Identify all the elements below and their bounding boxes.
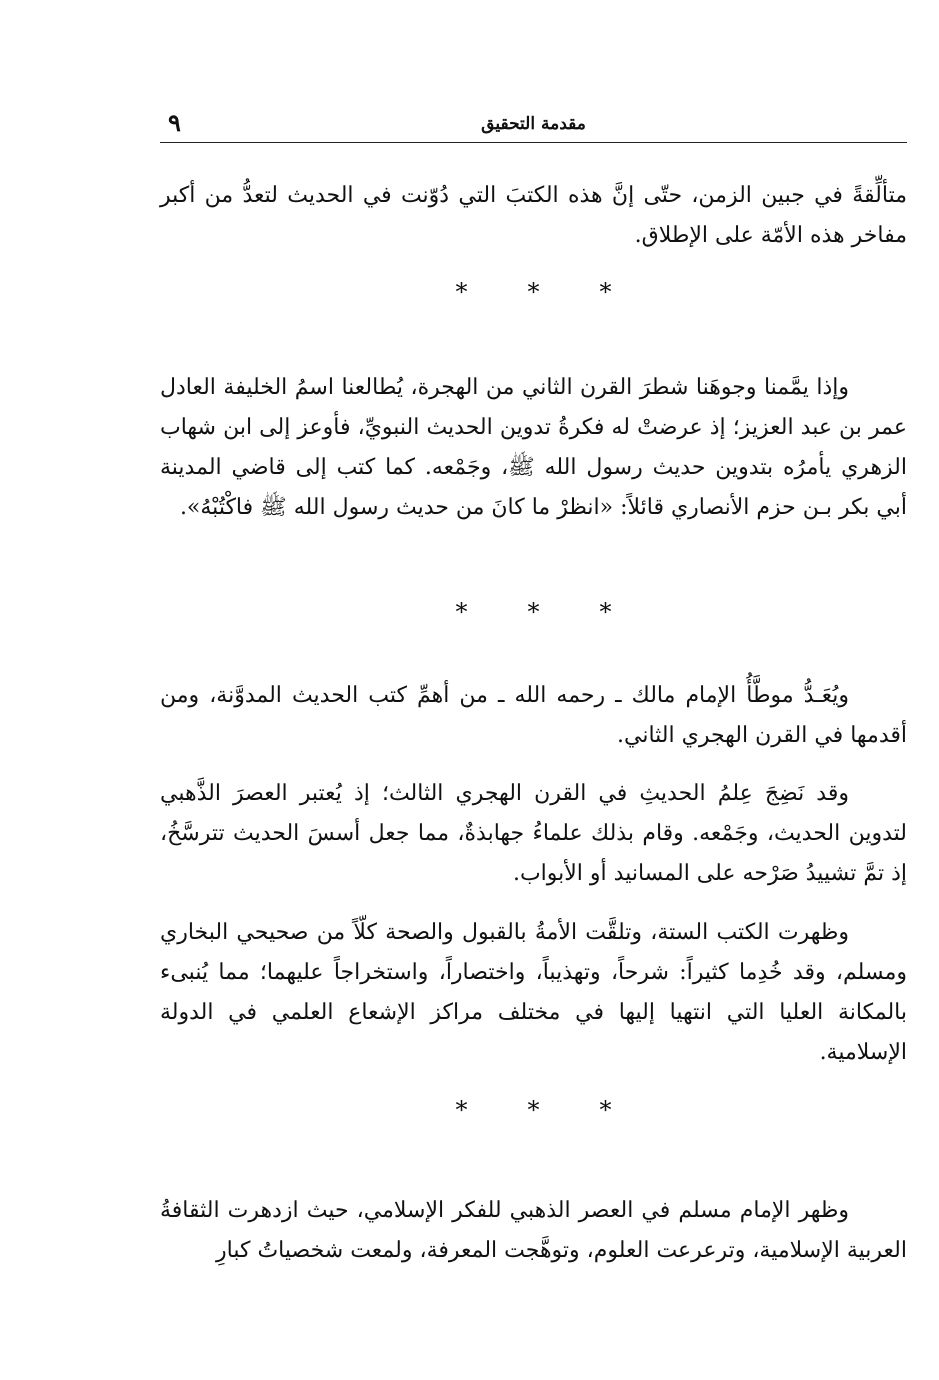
running-title: مقدمة التحقيق (481, 114, 586, 134)
paragraph-text: متألِّقةً في جبين الزمن، حتّى إنَّ هذه الكتبَ التي دُوّنت في الحديث لتعدُّ من أكبر مفاخر هذه الأمّة على الإطلاق. (160, 183, 907, 248)
asterisk: * (599, 1096, 612, 1124)
paragraph-muwatta (160, 676, 907, 756)
paragraph-text: وظهر الإمام مسلم في العصر الذهبي للفكر الإسلامي، حيث ازدهرت الثقافةُ العربية الإسلامية، وترعرعت العلوم، وتوهَّجت المعرفة، ولمعت شخصياتُ كبارِ (160, 1198, 907, 1263)
paragraph-text: وقد نَضِجَ عِلمُ الحديثِ في القرن الهجري الثالث؛ إذ يُعتبر العصرَ الذَّهبي لتدوين الحديث، وجَمْعه. وقام بذلك علماءُ جهابذةٌ، مما جعل أسسَ الحديث تترسَّخُ، إذ تمَّ تشييدُ صَرْحه على المسانيد أو الأبواب. (160, 781, 907, 886)
section-separator (160, 1096, 907, 1126)
asterisk: * (527, 278, 540, 306)
running-header (160, 104, 907, 143)
asterisk: * (599, 598, 612, 626)
paragraph-imam-muslim (160, 1191, 907, 1271)
asterisk: * (455, 598, 468, 626)
asterisk: * (455, 278, 468, 306)
section-separator (160, 598, 907, 628)
asterisk: * (527, 1096, 540, 1124)
paragraph-six-books (160, 913, 907, 1073)
paragraph-continuation (160, 176, 907, 256)
paragraph-text: ويُعَـدُّ موطَّأُ الإمام مالك ـ رحمه الله ـ من أهمِّ كتب الحديث المدوَّنة، ومن أقدمها في القرن الهجري الثاني. (160, 683, 907, 748)
asterisk: * (599, 278, 612, 306)
asterisk: * (527, 598, 540, 626)
paragraph-text: وظهرت الكتب الستة، وتلقَّت الأمةُ بالقبول والصحة كلّاً من صحيحي البخاري ومسلم، وقد خُدِما كثيراً: شرحاً، وتهذيباً، واختصاراً، واستخراجاً عليهما؛ مما يُنبىء بالمكانة العليا التي انتهيا إليها في مختلف مراكز الإشعاع العلمي في الدولة الإسلامية. (160, 920, 907, 1065)
paragraph-umar (160, 368, 907, 528)
paragraph-third-century (160, 774, 907, 894)
section-separator (160, 278, 907, 308)
page-number: ٩ (168, 108, 181, 137)
asterisk: * (455, 1096, 468, 1124)
paragraph-text: وإذا يمَّمنا وجوهَنا شطرَ القرن الثاني من الهجرة، يُطالعنا اسمُ الخليفة العادل عمر بن عبد العزيز؛ إذ عرضتْ له فكرةُ تدوين الحديث النبويِّ، فأوعز إلى ابن شهاب الزهري يأمرُه بتدوين حديث رسول الله ﷺ، وجَمْعه. كما كتب إلى قاضي المدينة أبي بكر بـن حزم الأنصاري قائلاً: «انظرْ ما كانَ من حديث رسول الله ﷺ فاكْتُبْهُ». (160, 375, 907, 520)
